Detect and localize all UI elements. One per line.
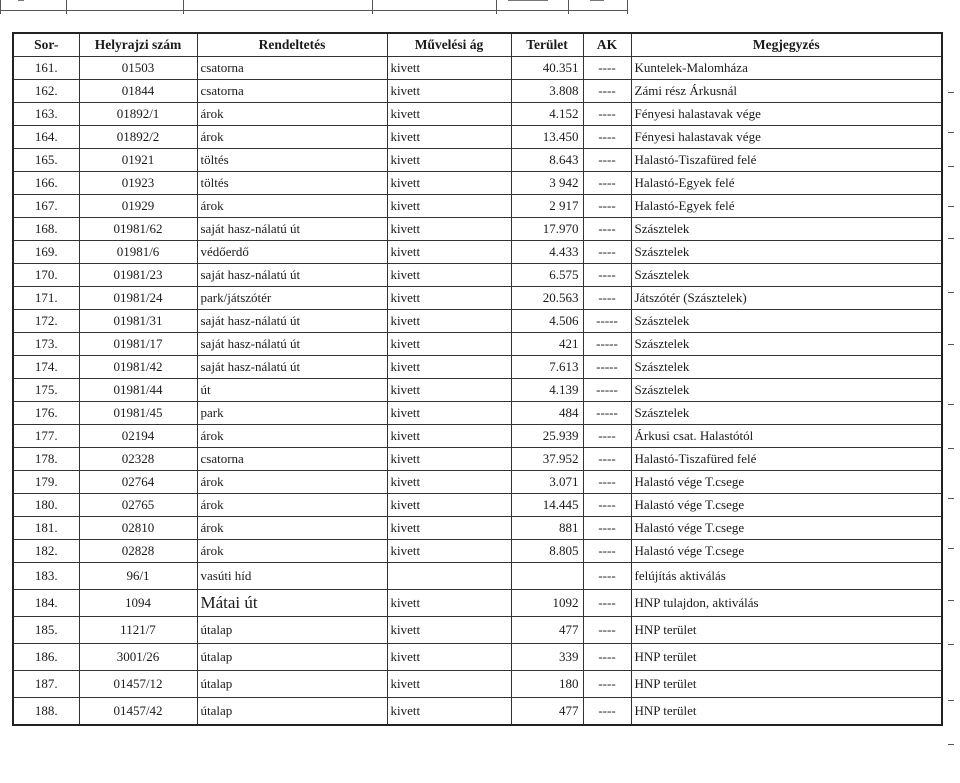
cell-terulet: 339: [511, 644, 583, 671]
cell-megjegyzes: Szásztelek: [631, 241, 942, 264]
table-row: [13, 57, 942, 80]
col-header-terulet: Terület: [511, 33, 583, 57]
cell-terulet: 484: [511, 402, 583, 425]
cell-helyrajzi-szam: 01981/24: [79, 287, 197, 310]
cell-sor: 167.: [13, 195, 79, 218]
cell-muvelesi-ag: kivett: [387, 644, 511, 671]
table-row: [13, 590, 942, 617]
cell-megjegyzes: Szásztelek: [631, 333, 942, 356]
cell-helyrajzi-szam: 01844: [79, 80, 197, 103]
cell-muvelesi-ag: kivett: [387, 494, 511, 517]
cell-terulet: 25.939: [511, 425, 583, 448]
cell-muvelesi-ag: kivett: [387, 264, 511, 287]
cell-ak: ----: [583, 218, 631, 241]
cell-terulet: 3 942: [511, 172, 583, 195]
cell-ak: -----: [583, 356, 631, 379]
cell-rendeltetes: vasúti híd: [197, 563, 387, 590]
cell-sor: 163.: [13, 103, 79, 126]
cell-ak: ----: [583, 671, 631, 698]
cell-sor: 171.: [13, 287, 79, 310]
cell-helyrajzi-szam: 01892/2: [79, 126, 197, 149]
cell-muvelesi-ag: kivett: [387, 540, 511, 563]
cell-helyrajzi-szam: 02764: [79, 471, 197, 494]
cell-megjegyzes: HNP terület: [631, 617, 942, 644]
cell-rendeltetes: út: [197, 379, 387, 402]
table-row: [13, 356, 942, 379]
cell-terulet: 7.613: [511, 356, 583, 379]
cell-sor: 185.: [13, 617, 79, 644]
cell-sor: 161.: [13, 57, 79, 80]
cell-megjegyzes: Zámi rész Árkusnál: [631, 80, 942, 103]
cell-rendeltetes: park: [197, 402, 387, 425]
cell-ak: ----: [583, 80, 631, 103]
cell-megjegyzes: Árkusi csat. Halastótól: [631, 425, 942, 448]
cell-rendeltetes: árok: [197, 471, 387, 494]
cell-rendeltetes: árok: [197, 425, 387, 448]
cell-helyrajzi-szam: 02828: [79, 540, 197, 563]
table-row: [13, 563, 942, 590]
cell-ak: -----: [583, 379, 631, 402]
cell-megjegyzes: Halastó vége T.csege: [631, 494, 942, 517]
cell-sor: 170.: [13, 264, 79, 287]
cell-rendeltetes: saját hasz-nálatú út: [197, 333, 387, 356]
cell-helyrajzi-szam: 1121/7: [79, 617, 197, 644]
cell-rendeltetes: árok: [197, 126, 387, 149]
table-row: [13, 671, 942, 698]
table-row: [13, 617, 942, 644]
cell-megjegyzes: Szásztelek: [631, 402, 942, 425]
cell-ak: -----: [583, 310, 631, 333]
cell-muvelesi-ag: kivett: [387, 448, 511, 471]
cell-terulet: 4.139: [511, 379, 583, 402]
cell-helyrajzi-szam: 1094: [79, 590, 197, 617]
cell-terulet: 4.433: [511, 241, 583, 264]
cell-sor: 187.: [13, 671, 79, 698]
cell-sor: 162.: [13, 80, 79, 103]
cell-sor: 177.: [13, 425, 79, 448]
table-row: [13, 494, 942, 517]
cell-muvelesi-ag: kivett: [387, 195, 511, 218]
cell-terulet: 6.575: [511, 264, 583, 287]
cell-megjegyzes: felújítás aktiválás: [631, 563, 942, 590]
table-row: [13, 195, 942, 218]
cell-helyrajzi-szam: 02765: [79, 494, 197, 517]
cell-muvelesi-ag: kivett: [387, 241, 511, 264]
cell-rendeltetes: útalap: [197, 617, 387, 644]
cell-megjegyzes: Kuntelek-Malomháza: [631, 57, 942, 80]
cell-ak: ----: [583, 103, 631, 126]
cell-helyrajzi-szam: 01457/12: [79, 671, 197, 698]
cell-sor: 169.: [13, 241, 79, 264]
cell-muvelesi-ag: kivett: [387, 517, 511, 540]
table-row: [13, 264, 942, 287]
cell-muvelesi-ag: kivett: [387, 471, 511, 494]
cell-terulet: 20.563: [511, 287, 583, 310]
header-row: [13, 33, 942, 57]
table-row: [13, 644, 942, 671]
cell-megjegyzes: HNP terület: [631, 671, 942, 698]
cell-terulet: 477: [511, 698, 583, 726]
cell-ak: ----: [583, 698, 631, 726]
cell-sor: 188.: [13, 698, 79, 726]
cell-megjegyzes: Szásztelek: [631, 379, 942, 402]
cell-sor: 179.: [13, 471, 79, 494]
cell-rendeltetes: saját hasz-nálatú út: [197, 310, 387, 333]
cell-muvelesi-ag: kivett: [387, 671, 511, 698]
cell-muvelesi-ag: kivett: [387, 333, 511, 356]
table-row: [13, 126, 942, 149]
table-row: [13, 540, 942, 563]
cell-rendeltetes: útalap: [197, 644, 387, 671]
cell-megjegyzes: Szásztelek: [631, 264, 942, 287]
cell-megjegyzes: Játszótér (Szásztelek): [631, 287, 942, 310]
cell-ak: ----: [583, 425, 631, 448]
cell-helyrajzi-szam: 01981/62: [79, 218, 197, 241]
cell-muvelesi-ag: kivett: [387, 590, 511, 617]
table-row: [13, 149, 942, 172]
cell-terulet: 180: [511, 671, 583, 698]
table-row: [13, 333, 942, 356]
cell-ak: ----: [583, 195, 631, 218]
col-header-sor: Sor-: [13, 33, 79, 57]
cell-sor: 186.: [13, 644, 79, 671]
cell-rendeltetes: töltés: [197, 172, 387, 195]
cell-terulet: 421: [511, 333, 583, 356]
cell-rendeltetes: park/játszótér: [197, 287, 387, 310]
cell-rendeltetes: árok: [197, 494, 387, 517]
cell-terulet: 8.643: [511, 149, 583, 172]
cell-megjegyzes: Szásztelek: [631, 218, 942, 241]
cell-rendeltetes: árok: [197, 195, 387, 218]
table-row: [13, 425, 942, 448]
table-row: [13, 471, 942, 494]
cell-rendeltetes: saját hasz-nálatú út: [197, 356, 387, 379]
cell-helyrajzi-szam: 01892/1: [79, 103, 197, 126]
cell-ak: ----: [583, 590, 631, 617]
cell-helyrajzi-szam: 02810: [79, 517, 197, 540]
cell-rendeltetes: csatorna: [197, 57, 387, 80]
cell-terulet: 8.805: [511, 540, 583, 563]
cell-ak: ----: [583, 448, 631, 471]
cell-muvelesi-ag: kivett: [387, 356, 511, 379]
cell-ak: ----: [583, 517, 631, 540]
cell-ak: ----: [583, 563, 631, 590]
cell-ak: ----: [583, 264, 631, 287]
col-header-ak: AK: [583, 33, 631, 57]
cell-terulet: 37.952: [511, 448, 583, 471]
table-row: [13, 448, 942, 471]
cell-ak: ----: [583, 287, 631, 310]
cell-terulet: 4.506: [511, 310, 583, 333]
cell-sor: 180.: [13, 494, 79, 517]
cell-terulet: 3.808: [511, 80, 583, 103]
cell-terulet: 477: [511, 617, 583, 644]
cell-sor: 184.: [13, 590, 79, 617]
cell-muvelesi-ag: kivett: [387, 218, 511, 241]
cell-rendeltetes: védőerdő: [197, 241, 387, 264]
cell-rendeltetes: árok: [197, 103, 387, 126]
cell-muvelesi-ag: kivett: [387, 379, 511, 402]
cell-megjegyzes: Halastó-Tiszafüred felé: [631, 448, 942, 471]
cell-muvelesi-ag: kivett: [387, 698, 511, 726]
col-header-megjegyzes: Megjegyzés: [631, 33, 942, 57]
cell-terulet: 4.152: [511, 103, 583, 126]
cell-helyrajzi-szam: 02328: [79, 448, 197, 471]
cell-helyrajzi-szam: 01921: [79, 149, 197, 172]
cell-rendeltetes: árok: [197, 517, 387, 540]
cell-muvelesi-ag: kivett: [387, 172, 511, 195]
cell-ak: -----: [583, 402, 631, 425]
cell-sor: 173.: [13, 333, 79, 356]
cell-muvelesi-ag: kivett: [387, 80, 511, 103]
cell-terulet: 881: [511, 517, 583, 540]
cell-sor: 178.: [13, 448, 79, 471]
cell-helyrajzi-szam: 3001/26: [79, 644, 197, 671]
table-row: [13, 287, 942, 310]
cell-megjegyzes: Halastó-Egyek felé: [631, 172, 942, 195]
cell-megjegyzes: Szásztelek: [631, 310, 942, 333]
cell-helyrajzi-szam: 01457/42: [79, 698, 197, 726]
col-header-helyrajzi-szam: Helyrajzi szám: [79, 33, 197, 57]
cell-rendeltetes: útalap: [197, 671, 387, 698]
cell-terulet: 13.450: [511, 126, 583, 149]
cell-ak: ----: [583, 644, 631, 671]
cell-sor: 175.: [13, 379, 79, 402]
cell-sor: 164.: [13, 126, 79, 149]
table-row: [13, 80, 942, 103]
cell-rendeltetes: saját hasz-nálatú út: [197, 264, 387, 287]
cell-terulet: [511, 563, 583, 590]
cell-helyrajzi-szam: 01981/23: [79, 264, 197, 287]
cell-helyrajzi-szam: 01981/44: [79, 379, 197, 402]
cell-muvelesi-ag: kivett: [387, 287, 511, 310]
cell-muvelesi-ag: kivett: [387, 149, 511, 172]
cell-helyrajzi-szam: 01503: [79, 57, 197, 80]
cell-rendeltetes: csatorna: [197, 448, 387, 471]
table-row: [13, 379, 942, 402]
cell-muvelesi-ag: [387, 563, 511, 590]
cell-terulet: 40.351: [511, 57, 583, 80]
cell-muvelesi-ag: kivett: [387, 617, 511, 644]
cell-sor: 182.: [13, 540, 79, 563]
cell-terulet: 17.970: [511, 218, 583, 241]
cell-sor: 181.: [13, 517, 79, 540]
cell-helyrajzi-szam: 01981/31: [79, 310, 197, 333]
cell-helyrajzi-szam: 96/1: [79, 563, 197, 590]
cell-helyrajzi-szam: 01981/45: [79, 402, 197, 425]
cell-megjegyzes: Szásztelek: [631, 356, 942, 379]
cell-helyrajzi-szam: 01981/17: [79, 333, 197, 356]
cell-ak: ----: [583, 241, 631, 264]
col-header-rendeltetes: Rendeltetés: [197, 33, 387, 57]
cell-muvelesi-ag: kivett: [387, 126, 511, 149]
table-row: [13, 517, 942, 540]
cell-ak: ----: [583, 57, 631, 80]
cell-sor: 165.: [13, 149, 79, 172]
cell-rendeltetes: árok: [197, 540, 387, 563]
cell-megjegyzes: Halastó vége T.csege: [631, 471, 942, 494]
cell-ak: ----: [583, 494, 631, 517]
cell-megjegyzes: Halastó vége T.csege: [631, 540, 942, 563]
cell-terulet: 3.071: [511, 471, 583, 494]
cell-ak: ----: [583, 126, 631, 149]
cell-sor: 176.: [13, 402, 79, 425]
cell-sor: 166.: [13, 172, 79, 195]
cell-muvelesi-ag: kivett: [387, 425, 511, 448]
cell-muvelesi-ag: kivett: [387, 103, 511, 126]
parcel-table: [12, 32, 943, 726]
cell-sor: 183.: [13, 563, 79, 590]
cell-helyrajzi-szam: 01923: [79, 172, 197, 195]
cell-megjegyzes: HNP tulajdon, aktiválás: [631, 590, 942, 617]
cell-helyrajzi-szam: 01981/6: [79, 241, 197, 264]
cell-muvelesi-ag: kivett: [387, 402, 511, 425]
cell-sor: 172.: [13, 310, 79, 333]
cell-muvelesi-ag: kivett: [387, 310, 511, 333]
table-row: [13, 241, 942, 264]
cell-ak: ----: [583, 172, 631, 195]
col-header-muvelesi-ag: Művelési ág: [387, 33, 511, 57]
right-margin-marks: [944, 0, 960, 783]
cell-megjegyzes: Fényesi halastavak vége: [631, 103, 942, 126]
cell-sor: 168.: [13, 218, 79, 241]
cell-ak: ----: [583, 471, 631, 494]
cell-rendeltetes: csatorna: [197, 80, 387, 103]
cell-terulet: 1092: [511, 590, 583, 617]
cell-ak: ----: [583, 540, 631, 563]
cell-sor: 174.: [13, 356, 79, 379]
cell-helyrajzi-szam: 01929: [79, 195, 197, 218]
table-row: [13, 218, 942, 241]
table-row: [13, 310, 942, 333]
cell-rendeltetes: töltés: [197, 149, 387, 172]
table-row: [13, 103, 942, 126]
cell-megjegyzes: Fényesi halastavak vége: [631, 126, 942, 149]
cell-megjegyzes: Halastó vége T.csege: [631, 517, 942, 540]
previous-page-table-edge: [0, 0, 960, 14]
cell-helyrajzi-szam: 01981/42: [79, 356, 197, 379]
cell-terulet: 2 917: [511, 195, 583, 218]
cell-ak: ----: [583, 617, 631, 644]
cell-megjegyzes: HNP terület: [631, 698, 942, 726]
cell-terulet: 14.445: [511, 494, 583, 517]
cell-megjegyzes: Halastó-Egyek felé: [631, 195, 942, 218]
table-row: [13, 402, 942, 425]
cell-megjegyzes: Halastó-Tiszafüred felé: [631, 149, 942, 172]
table-row: [13, 698, 942, 726]
cell-megjegyzes: HNP terület: [631, 644, 942, 671]
cell-ak: ----: [583, 149, 631, 172]
cell-rendeltetes: saját hasz-nálatú út: [197, 218, 387, 241]
table-row: [13, 172, 942, 195]
cell-ak: -----: [583, 333, 631, 356]
cell-helyrajzi-szam: 02194: [79, 425, 197, 448]
cell-rendeltetes: útalap: [197, 698, 387, 726]
cell-muvelesi-ag: kivett: [387, 57, 511, 80]
cell-rendeltetes: Mátai út: [197, 590, 387, 617]
